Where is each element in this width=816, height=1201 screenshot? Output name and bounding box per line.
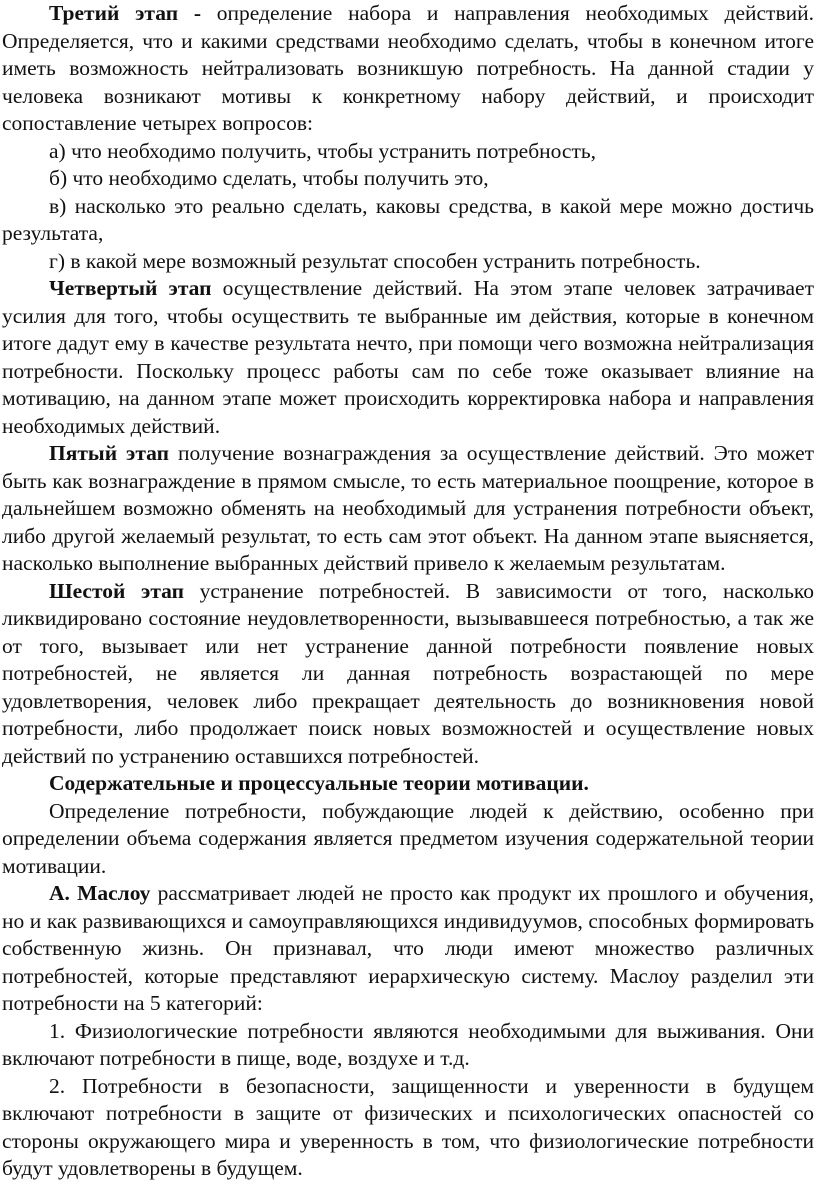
need-item-1 — [2, 1018, 814, 1073]
need-item-1-text: 1. Физиологические потребности являются необходимыми для выживания. Они включают потребности в пище, воде, воздухе и т.д. — [2, 1018, 814, 1070]
section-heading — [2, 770, 814, 798]
stage-6-text: устранение потребностей. В зависимости от того, насколько ликвидировано состояние неудовлетворенности, вызывавшееся потребностью, а так же от того, вызывает или нет устранение данной потребности появление новых потребностей, не является ли данная потребность возрастающей по мере удовлетворения, человек либо прекращает деятельность до возникновения новой потребности, либо продолжает поиск новых возможностей и осуществление новых действий по устранению оставшихся потребностей. — [2, 578, 814, 768]
need-item-2-text: 2. Потребности в безопасности, защищенности и уверенности в будущем включают потребности в защите от физических и психологических опасностей со стороны окружающего мира и уверенность в том, что физиологические потребности будут удовлетворены в будущем. — [2, 1073, 814, 1180]
paragraph-stage-6 — [2, 578, 814, 771]
paragraph-maslow — [2, 880, 814, 1018]
stage-5-title: Пятый этап — [49, 441, 178, 465]
question-a — [2, 138, 814, 166]
question-a-text: а) что необходимо получить, чтобы устранить потребность, — [49, 138, 597, 163]
question-c — [2, 193, 814, 248]
stage-5-text: получение вознаграждения за осуществление действий. Это может быть как вознаграждение в прямом смысле, то есть материальное поощрение, которое в дальнейшем возможно обменять на необходимый для устранения потребности объект, либо другой желаемый результат, то есть сам этот объект. На данном этапе выясняется, насколько выполнение выбранных действий привело к желаемым результатам. — [2, 441, 815, 575]
paragraph-stage-3 — [2, 0, 814, 138]
question-d-text: г) в какой мере возможный результат способен устранить потребность. — [49, 248, 701, 273]
maslow-text: рассматривает людей не просто как продукт их прошлого и обучения, но и как развивающихся и самоуправляющихся индивидуумов, способных формировать собственную жизнь. Он признавал, что люди имеют множество различных потребностей, которые представляют иерархическую систему. Маслоу разделил эти потребности на 5 категорий: — [2, 881, 814, 1015]
stage-3-title: Третий этап - — [49, 1, 217, 25]
question-c-text: в) насколько это реально сделать, каковы средства, в какой мере можно достичь результата, — [2, 193, 814, 245]
paragraph-content-theory — [2, 798, 814, 881]
stage-4-text: осуществление действий. На этом этапе человек затрачивает усилия для того, чтобы осуществить те выбранные им действия, которые в конечном итоге дадут ему в качестве результата нечто, при помощи чего возможна нейтрализация потребности. Поскольку процесс работы сам по себе тоже оказывает влияние на мотивацию, на данном этапе может происходить корректировка набора и направления необходимых действий. — [2, 276, 814, 438]
stage-3-text: определение набора и направления необходимых действий. Определяется, что и какими средствами необходимо сделать, чтобы в конечном итоге иметь возможность нейтрализовать возникшую потребность. На данной стадии у человека возникают мотивы к конкретному набору действий, и происходит сопоставление четырех вопросов: — [2, 1, 814, 135]
question-b — [2, 165, 814, 193]
stage-6-title: Шестой этап — [49, 578, 200, 603]
section-heading-text: Содержательные и процессуальные теории мотивации. — [49, 771, 589, 795]
paragraph-stage-4 — [2, 275, 814, 440]
stage-4-title: Четвертый этап — [49, 276, 223, 300]
content-theory-text: Определение потребности, побуждающие людей к действию, особенно при определении объема содержания является предметом изучения содержательной теории мотивации. — [2, 798, 814, 878]
question-d — [2, 248, 814, 276]
need-item-2 — [2, 1073, 814, 1183]
paragraph-stage-5 — [2, 440, 814, 578]
maslow-name: А. Маслоу — [49, 881, 158, 905]
question-b-text: б) что необходимо сделать, чтобы получить это, — [49, 166, 489, 190]
